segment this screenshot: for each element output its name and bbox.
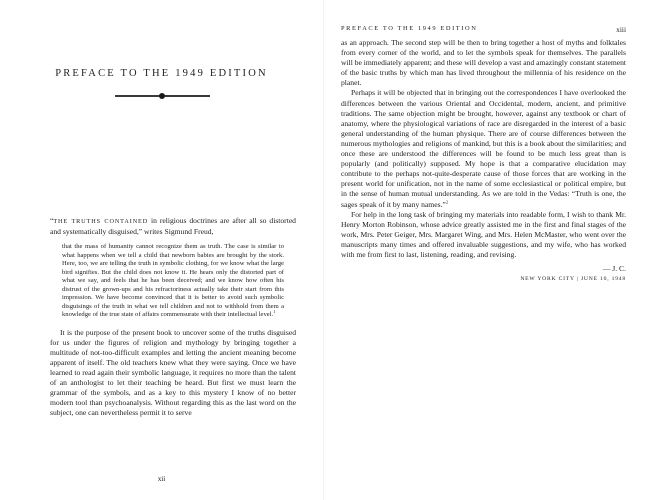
left-body-text [50, 216, 296, 419]
opening-smallcaps: THE TRUTHS CONTAINED [53, 218, 149, 225]
left-page [0, 0, 323, 500]
objection-text: Perhaps it will be objected that in bringing out the correspondences I have overlooked the differences between the various Oriental and Occidental, modern, ancient, and primitive traditions. The same objection might be brought, however, against any textbook or chart of anatomy, where the physiological variations of race are disregarded in the interest of a basic general understanding of the human physique. There are of course differences between the numerous mythologies and religions of mankind, but this is a book about the similarities; and once these are understood the differences will be found to be much less great than is popularly (and politically) supposed. My hope is that a comparative elucidation may contribute to the perhaps not-quite-desperate cause of those forces that are working in the present world for unification, not in the name of some ecclesiastical or political empire, but in the sense of human mutual understanding. As we are told in the Vedas: “Truth is one, the sages speak of it by many names.” [341, 88, 626, 209]
opening-rest: in religious doctrines are after all so distorted and systematically disguised,” writes Sigmund Freud, [50, 216, 296, 237]
objection-paragraph [341, 88, 626, 209]
ornament-dot [159, 93, 165, 99]
running-head-title: PREFACE TO THE 1949 EDITION [341, 25, 478, 32]
right-body-text [341, 38, 626, 282]
chapter-title: PREFACE TO THE 1949 EDITION [55, 68, 268, 79]
purpose-paragraph: It is the purpose of the present book to uncover some of the truths disguised for us under the figures of religion and mythology by bringing together a multitude of not-too-difficult examples and letting the ancient meaning become apparent of itself. The old teachers knew what they were saying. Once we have learned to read again their symbolic language, it requires no more than the talent of an anthologist to let their teaching be heard. But first we must learn the grammar of the symbols, and as a key to this mystery I know of no better modern tool than psychoanalysis. Without regarding this as the last word on the subject, one can nevertheless permit it to serve [50, 327, 296, 418]
author-initials: — J. C. [602, 264, 626, 274]
freud-blockquote [62, 243, 284, 320]
blockquote-text: that the mass of humanity cannot recognize them as truth. The case is similar to what happens when we tell a child that newborn babies are brought by the stork. Here, too, we are telling the truth in symbolic clothing, for we know what the large bird signifies. But the child does not know it. He hears only the distorted part of what we say, and feels that he has been deceived; and we know how often his distrust of the grown-ups and his refractoriness actually take their start from this impression. We have become convinced that it is better to avoid such symbolic disguisings of the truth in what we tell children and not to withhold from them a knowledge of the true state of affairs commensurate with their intellectual level. [62, 243, 284, 319]
acknowledgments-paragraph: For help in the long task of bringing my materials into readable form, I wish to thank Mr. Henry Morton Robinson, whose advice greatly assisted me in the first and final stages of the work, Mrs. Peter Geiger, Mrs. Margaret Wing, and Mrs. Helen McMaster, who went over the manuscripts many times and offered invaluable suggestions, and my wife, who has worked with me from first to last, listening, reading, and revising. [341, 209, 626, 259]
right-page [323, 0, 647, 500]
opening-quote-mark: “ [50, 216, 54, 225]
opening-paragraph [50, 216, 296, 237]
footnote-marker-2: 2 [445, 198, 449, 204]
dateline: NEW YORK CITY | JUNE 10, 1948 [520, 276, 626, 283]
footnote-marker-1: 1 [273, 309, 276, 314]
folio-right: xiii [616, 25, 626, 34]
title-ornament [115, 92, 210, 100]
approach-paragraph: as an approach. The second step will be then to bring together a host of myths and folktales from every corner of the world, and to let the symbols speak for themselves. The parallels will be immediately apparent; and these will develop a vast and amazingly constant statement of the basic truths by which man has lived throughout the millennia of his residence on the planet. [341, 38, 626, 88]
running-head [341, 25, 626, 35]
folio-left: xii [157, 475, 166, 483]
